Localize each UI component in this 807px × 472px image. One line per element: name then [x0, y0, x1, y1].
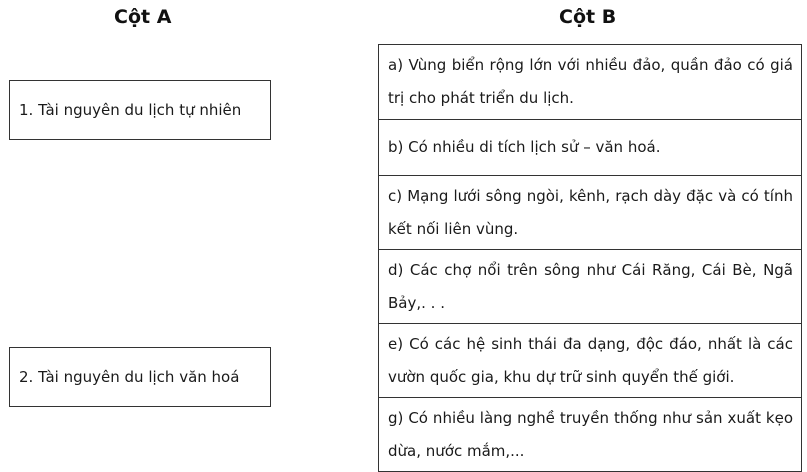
column-a-item-1	[9, 80, 271, 140]
column-b-heading: Cột B	[559, 6, 617, 28]
column-b-item-c: c) Mạng lưới sông ngòi, kênh, rạch dày đặc và có tính kết nối liên vùng.	[379, 175, 801, 249]
column-b-item-b: b) Có nhiều di tích lịch sử – văn hoá.	[379, 119, 801, 175]
column-b-item-e: e) Có các hệ sinh thái đa dạng, độc đáo, nhất là các vườn quốc gia, khu dự trữ sinh quyển thế giới.	[379, 323, 801, 397]
column-a-item-2	[9, 347, 271, 407]
column-b-item-g: g) Có nhiều làng nghề truyền thống như sản xuất kẹo dừa, nước mắm,...	[379, 397, 801, 471]
column-b-item-a: a) Vùng biển rộng lớn với nhiều đảo, quần đảo có giá trị cho phát triển du lịch.	[388, 56, 793, 107]
column-a-item-1-text: 1. Tài nguyên du lịch tự nhiên	[19, 101, 242, 119]
column-b-table	[378, 44, 802, 472]
column-a-item-2-text: 2. Tài nguyên du lịch văn hoá	[19, 368, 240, 386]
column-b-item-d: d) Các chợ nổi trên sông như Cái Răng, Cái Bè, Ngã Bảy,. . .	[379, 249, 801, 323]
column-a-heading: Cột A	[114, 6, 172, 28]
